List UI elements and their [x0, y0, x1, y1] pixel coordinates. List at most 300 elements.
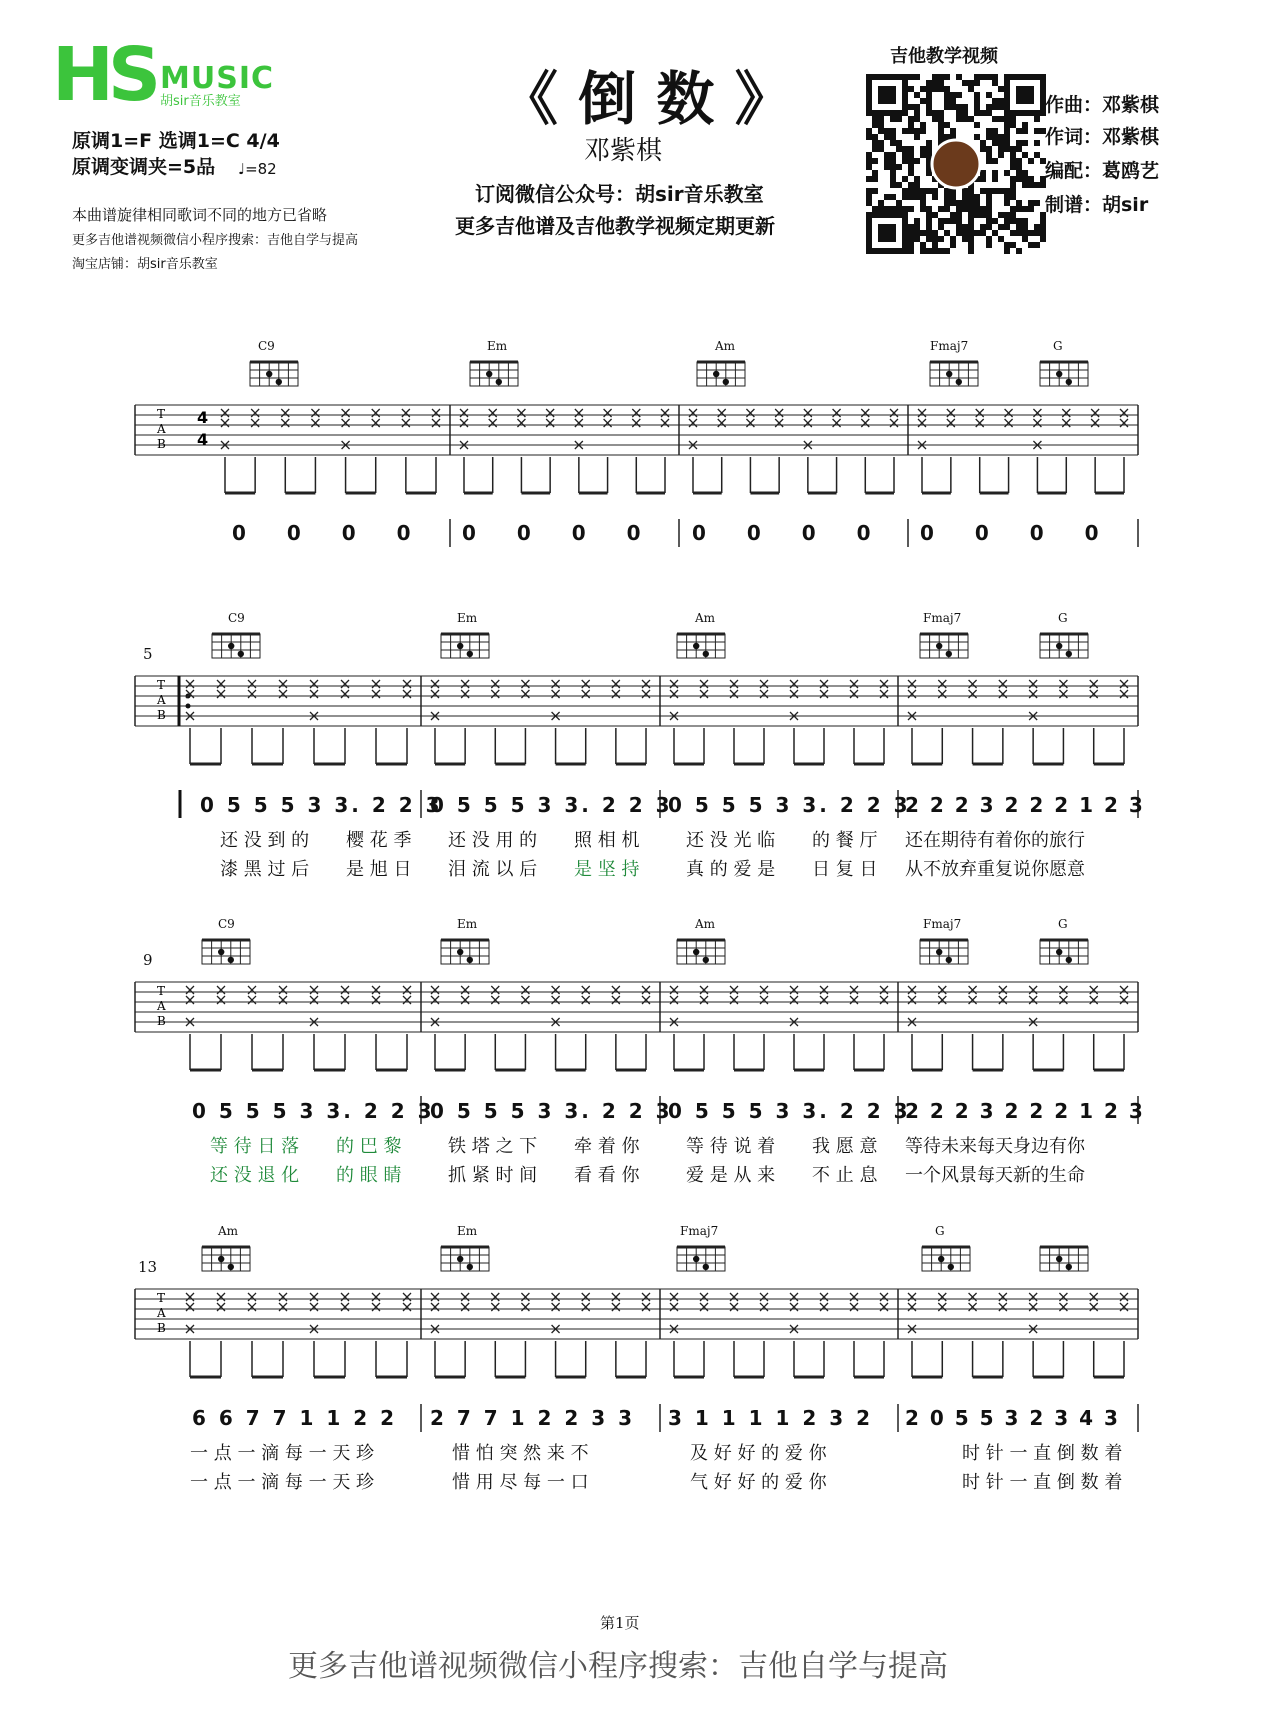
- strum-mark: [552, 680, 560, 688]
- strum-mark: [341, 986, 349, 994]
- strum-mark: [689, 419, 697, 427]
- strum-mark: [790, 986, 798, 994]
- strum-mark: [760, 1303, 768, 1311]
- strum-mark: [689, 409, 697, 417]
- strum-mark: [1120, 986, 1128, 994]
- strum-mark: [342, 419, 350, 427]
- lyric: 惜 用 尽 每 一 口: [452, 1472, 589, 1493]
- strum-mark: [521, 1293, 529, 1301]
- chord-name: Em: [457, 917, 478, 931]
- chord-dot: [946, 651, 952, 657]
- strum-mark: [217, 986, 225, 994]
- strum-mark: [372, 409, 380, 417]
- chord-diagram: [677, 634, 725, 658]
- strum-mark: [341, 690, 349, 698]
- qr-label: 吉他教学视频: [890, 46, 998, 67]
- credit-lyricist: 作词：邓紫棋: [1045, 126, 1160, 148]
- chord-dot: [936, 949, 942, 955]
- lyric: 还在期待有着你的旅行: [905, 830, 1085, 851]
- chord-dot: [218, 949, 224, 955]
- chord-dot: [703, 651, 709, 657]
- chord-name: C9: [218, 917, 235, 931]
- strum-mark: [718, 419, 726, 427]
- chord-diagram: [677, 940, 725, 964]
- strum-mark: [217, 1303, 225, 1311]
- lyric: 时 针 一 直 倒 数 着: [962, 1472, 1123, 1493]
- strum-mark: [642, 690, 650, 698]
- strum-mark: [311, 419, 319, 427]
- chord-name: C9: [228, 611, 245, 625]
- strum-mark: [491, 986, 499, 994]
- strum-mark: [1091, 419, 1099, 427]
- strum-mark: [760, 680, 768, 688]
- strum-mark: [582, 1293, 590, 1301]
- strum-mark: [820, 1293, 828, 1301]
- strum-mark: [908, 986, 916, 994]
- chord-diagram: [1040, 634, 1088, 658]
- key-info: 原调1=F 选调1=C 4/4: [72, 130, 280, 152]
- strum-mark: [976, 419, 984, 427]
- strum-mark: [431, 996, 439, 1004]
- tab-clef-letter: A: [157, 422, 166, 436]
- strum-mark: [820, 1303, 828, 1311]
- lyric: 一 点 一 滴 每 一 天 珍: [190, 1472, 375, 1493]
- strum-mark: [612, 680, 620, 688]
- capo-info: 原调变调夹=5品: [72, 156, 216, 178]
- strum-mark: [279, 1293, 287, 1301]
- strum-mark: [1090, 1303, 1098, 1311]
- measure-number: 13: [138, 1258, 158, 1276]
- note-omitted: 本曲谱旋律相同歌词不同的地方已省略: [72, 206, 328, 224]
- strum-mark: [718, 409, 726, 417]
- strum-mark: [248, 986, 256, 994]
- lyric: 我 愿 意: [812, 1136, 878, 1157]
- strum-mark: [850, 986, 858, 994]
- chord-dot: [467, 651, 473, 657]
- strum-mark: [248, 996, 256, 1004]
- tab-clef-letter: T: [157, 1291, 166, 1305]
- chord-dot: [457, 1256, 463, 1262]
- strum-mark: [1062, 409, 1070, 417]
- time-signature: 4: [197, 408, 209, 427]
- strum-mark: [969, 680, 977, 688]
- chord-diagram: [920, 634, 968, 658]
- strum-mark: [790, 690, 798, 698]
- strum-mark: [880, 996, 888, 1004]
- tempo: ♩=82: [238, 160, 277, 178]
- numbered-notes: 0 5 5 5 3 3. 2 2 3: [430, 1099, 673, 1123]
- tab-clef-letter: B: [157, 708, 166, 722]
- chord-diagram: [470, 362, 518, 386]
- strum-mark: [403, 690, 411, 698]
- chord-dot: [266, 371, 272, 377]
- chord-name: Am: [715, 339, 736, 353]
- strum-mark: [908, 1293, 916, 1301]
- chord-dot: [457, 949, 463, 955]
- lyric: 等 待 说 着: [686, 1136, 776, 1157]
- strum-mark: [612, 1303, 620, 1311]
- chord-name: Am: [218, 1224, 239, 1238]
- chord-dot: [228, 643, 234, 649]
- strum-mark: [938, 1303, 946, 1311]
- chord-name: Em: [487, 339, 508, 353]
- strum-mark: [969, 1303, 977, 1311]
- strum-mark: [341, 1303, 349, 1311]
- strum-mark: [670, 986, 678, 994]
- lyric: 一个风景每天新的生命: [905, 1165, 1085, 1186]
- strum-mark: [999, 996, 1007, 1004]
- credit-composer: 作曲：邓紫棋: [1045, 94, 1160, 116]
- strum-mark: [431, 690, 439, 698]
- strum-mark: [1059, 986, 1067, 994]
- chord-diagram: [250, 362, 298, 386]
- lyric: 从不放弃重复说你愿意: [905, 859, 1085, 880]
- strum-mark: [461, 996, 469, 1004]
- chord-dot: [228, 957, 234, 963]
- strum-mark: [890, 409, 898, 417]
- strum-mark: [820, 996, 828, 1004]
- strum-mark: [460, 419, 468, 427]
- lyric: 照 相 机: [574, 830, 640, 851]
- chord-dot: [218, 1256, 224, 1262]
- strum-mark: [221, 409, 229, 417]
- tab-clef-letter: B: [157, 1014, 166, 1028]
- strum-mark: [461, 690, 469, 698]
- strum-mark: [1059, 1303, 1067, 1311]
- chord-name: Fmaj7: [923, 611, 962, 625]
- strum-mark: [612, 1293, 620, 1301]
- chord-diagram: [441, 1247, 489, 1271]
- measure-number: 9: [143, 951, 153, 969]
- lyric: 抓 紧 时 间: [448, 1165, 538, 1186]
- strum-mark: [342, 409, 350, 417]
- strum-mark: [1120, 1303, 1128, 1311]
- chord-dot: [693, 1256, 699, 1262]
- strum-mark: [730, 1293, 738, 1301]
- strum-mark: [642, 1303, 650, 1311]
- strum-mark: [880, 1303, 888, 1311]
- chord-name: Fmaj7: [930, 339, 969, 353]
- strum-mark: [1120, 409, 1128, 417]
- strum-mark: [1090, 986, 1098, 994]
- numbered-notes: 3 1 1 1 1 2 3 2: [668, 1406, 874, 1430]
- chord-dot: [703, 1264, 709, 1270]
- numbered-notes: 0 5 5 5 3 3. 2 2 3: [192, 1099, 435, 1123]
- strum-mark: [279, 996, 287, 1004]
- tab-clef-letter: T: [157, 984, 166, 998]
- note-miniprogram: 更多吉他谱视频微信小程序搜索：吉他自学与提高: [72, 233, 359, 248]
- strum-mark: [850, 996, 858, 1004]
- strum-mark: [461, 1293, 469, 1301]
- strum-mark: [341, 996, 349, 1004]
- subscribe-line: 订阅微信公众号：胡sir音乐教室: [475, 182, 764, 206]
- strum-mark: [918, 419, 926, 427]
- footer-banner: 更多吉他谱视频微信小程序搜索：吉他自学与提高: [288, 1649, 948, 1684]
- strum-mark: [279, 690, 287, 698]
- strum-mark: [403, 1293, 411, 1301]
- numbered-notes: 0 5 5 5 3 3. 2 2 3: [430, 793, 673, 817]
- strum-mark: [1120, 1293, 1128, 1301]
- strum-mark: [1090, 1293, 1098, 1301]
- chord-diagram: [202, 1247, 250, 1271]
- strum-mark: [632, 409, 640, 417]
- strum-mark: [820, 690, 828, 698]
- chord-dot: [946, 957, 952, 963]
- lyric: 泪 流 以 后: [448, 859, 538, 880]
- strum-mark: [999, 680, 1007, 688]
- strum-mark: [248, 1303, 256, 1311]
- chord-dot: [1056, 371, 1062, 377]
- strum-mark: [582, 1303, 590, 1311]
- lyric: 等 待 日 落: [210, 1136, 300, 1157]
- strum-mark: [403, 680, 411, 688]
- strum-mark: [969, 1293, 977, 1301]
- chord-dot: [956, 379, 962, 385]
- strum-mark: [217, 996, 225, 1004]
- tab-clef-letter: T: [157, 678, 166, 692]
- strum-mark: [491, 1293, 499, 1301]
- strum-mark: [908, 996, 916, 1004]
- strum-mark: [1029, 1303, 1037, 1311]
- strum-mark: [820, 680, 828, 688]
- lyric: 的 餐 厅: [812, 830, 878, 851]
- strum-mark: [612, 690, 620, 698]
- chord-diagram: [441, 940, 489, 964]
- strum-mark: [248, 680, 256, 688]
- strum-mark: [251, 419, 259, 427]
- strum-mark: [820, 986, 828, 994]
- chord-dot: [467, 957, 473, 963]
- chord-name: Em: [457, 1224, 478, 1238]
- strum-mark: [938, 690, 946, 698]
- numbered-notes: 0 0 0 0: [920, 521, 1116, 545]
- strum-mark: [460, 409, 468, 417]
- chord-dot: [276, 379, 282, 385]
- chord-name: Fmaj7: [923, 917, 962, 931]
- strum-mark: [310, 690, 318, 698]
- strum-mark: [1029, 996, 1037, 1004]
- lyric: 不 止 息: [812, 1165, 878, 1186]
- lyric: 的 眼 睛: [336, 1165, 402, 1186]
- strum-mark: [661, 419, 669, 427]
- strum-mark: [700, 1293, 708, 1301]
- strum-mark: [279, 1303, 287, 1311]
- chord-dot: [228, 1264, 234, 1270]
- tab-clef-letter: A: [157, 999, 166, 1013]
- time-signature: 4: [197, 430, 209, 449]
- strum-mark: [341, 680, 349, 688]
- strum-mark: [730, 996, 738, 1004]
- strum-mark: [850, 1293, 858, 1301]
- strum-mark: [186, 996, 194, 1004]
- tab-clef-letter: B: [157, 437, 166, 451]
- chord-dot: [938, 1256, 944, 1262]
- chord-dot: [1056, 643, 1062, 649]
- strum-mark: [861, 409, 869, 417]
- strum-mark: [632, 419, 640, 427]
- strum-mark: [431, 986, 439, 994]
- strum-mark: [760, 996, 768, 1004]
- strum-mark: [1029, 1293, 1037, 1301]
- strum-mark: [311, 409, 319, 417]
- strum-mark: [310, 680, 318, 688]
- numbered-notes: 0 5 5 5 3 3. 2 2 3: [668, 1099, 911, 1123]
- strum-mark: [1090, 996, 1098, 1004]
- strum-mark: [372, 680, 380, 688]
- song-title: 《 倒 数 》: [500, 65, 793, 133]
- chord-dot: [467, 1264, 473, 1270]
- strum-mark: [552, 1303, 560, 1311]
- strum-mark: [1029, 986, 1037, 994]
- chord-diagram: [202, 940, 250, 964]
- strum-mark: [517, 419, 525, 427]
- strum-mark: [938, 1293, 946, 1301]
- numbered-notes: 2 7 7 1 2 2 3 3: [430, 1406, 636, 1430]
- chord-dot: [1066, 1264, 1072, 1270]
- strum-mark: [976, 409, 984, 417]
- credit-transcriber: 制谱：胡sir: [1045, 194, 1149, 216]
- chord-dot: [238, 651, 244, 657]
- chord-name: Am: [695, 611, 716, 625]
- strum-mark: [310, 996, 318, 1004]
- strum-mark: [908, 1303, 916, 1311]
- chord-dot: [948, 1264, 954, 1270]
- lyric: 铁 塔 之 下: [448, 1136, 538, 1157]
- strum-mark: [938, 680, 946, 688]
- strum-mark: [670, 690, 678, 698]
- strum-mark: [880, 680, 888, 688]
- strum-mark: [217, 690, 225, 698]
- chord-diagram: [1040, 940, 1088, 964]
- strum-mark: [746, 409, 754, 417]
- strum-mark: [1029, 690, 1037, 698]
- chord-dot: [693, 643, 699, 649]
- chord-diagram: [920, 940, 968, 964]
- chord-dot: [496, 379, 502, 385]
- chord-name: G: [1058, 917, 1068, 931]
- strum-mark: [582, 986, 590, 994]
- strum-mark: [700, 986, 708, 994]
- tab-clef-letter: A: [157, 693, 166, 707]
- strum-mark: [730, 690, 738, 698]
- strum-mark: [489, 419, 497, 427]
- tab-clef-letter: B: [157, 1321, 166, 1335]
- strum-mark: [372, 986, 380, 994]
- strum-mark: [1120, 419, 1128, 427]
- lyric: 及 好 好 的 爱 你: [690, 1443, 827, 1464]
- strum-mark: [969, 986, 977, 994]
- numbered-notes: 0 5 5 5 3 3. 2 2 3: [668, 793, 911, 817]
- strum-mark: [661, 409, 669, 417]
- strum-mark: [1059, 690, 1067, 698]
- strum-mark: [221, 419, 229, 427]
- strum-mark: [604, 419, 612, 427]
- strum-mark: [804, 409, 812, 417]
- strum-mark: [372, 690, 380, 698]
- strum-mark: [461, 986, 469, 994]
- strum-mark: [279, 986, 287, 994]
- strum-mark: [670, 1293, 678, 1301]
- strum-mark: [521, 1303, 529, 1311]
- strum-mark: [642, 996, 650, 1004]
- strum-mark: [461, 680, 469, 688]
- strum-mark: [670, 1303, 678, 1311]
- chord-dot: [1066, 379, 1072, 385]
- strum-mark: [730, 986, 738, 994]
- strum-mark: [775, 409, 783, 417]
- strum-mark: [341, 1293, 349, 1301]
- strum-mark: [489, 409, 497, 417]
- strum-mark: [575, 419, 583, 427]
- lyric: 是 坚 持: [574, 859, 640, 880]
- lyric: 气 好 好 的 爱 你: [690, 1472, 827, 1493]
- lyric: 还 没 到 的: [220, 830, 310, 851]
- strum-mark: [833, 409, 841, 417]
- chord-name: G: [935, 1224, 945, 1238]
- strum-mark: [251, 409, 259, 417]
- chord-diagram: [697, 362, 745, 386]
- chord-dot: [713, 371, 719, 377]
- lyric: 惜 怕 突 然 来 不: [452, 1443, 589, 1464]
- repeat-dot: [186, 704, 191, 709]
- strum-mark: [431, 1293, 439, 1301]
- strum-mark: [546, 409, 554, 417]
- strum-mark: [186, 1293, 194, 1301]
- strum-mark: [248, 1293, 256, 1301]
- strum-mark: [372, 1293, 380, 1301]
- lyric: 一 点 一 滴 每 一 天 珍: [190, 1443, 375, 1464]
- strum-mark: [700, 680, 708, 688]
- chord-dot: [1056, 1256, 1062, 1262]
- numbered-notes: 0 0 0 0: [232, 521, 428, 545]
- strum-mark: [403, 1303, 411, 1311]
- numbered-notes: 0 0 0 0: [692, 521, 888, 545]
- strum-mark: [760, 986, 768, 994]
- strum-mark: [604, 409, 612, 417]
- strum-mark: [491, 680, 499, 688]
- strum-mark: [217, 1293, 225, 1301]
- lyric: 还 没 退 化: [210, 1165, 300, 1186]
- strum-mark: [861, 419, 869, 427]
- strum-mark: [700, 690, 708, 698]
- strum-mark: [281, 419, 289, 427]
- strum-mark: [938, 996, 946, 1004]
- lyric: 真 的 爱 是: [686, 859, 776, 880]
- strum-mark: [880, 1293, 888, 1301]
- strum-mark: [1033, 419, 1041, 427]
- chord-dot: [723, 379, 729, 385]
- chord-dot: [1056, 949, 1062, 955]
- strum-mark: [612, 996, 620, 1004]
- strum-mark: [790, 1293, 798, 1301]
- numbered-notes: 6 6 7 7 1 1 2 2: [192, 1406, 398, 1430]
- strum-mark: [310, 1293, 318, 1301]
- measure-number: 5: [143, 645, 153, 663]
- strum-mark: [372, 419, 380, 427]
- strum-mark: [850, 690, 858, 698]
- song-artist: 邓紫棋: [584, 136, 663, 166]
- strum-mark: [1029, 680, 1037, 688]
- strum-mark: [612, 986, 620, 994]
- strum-mark: [999, 690, 1007, 698]
- numbered-notes: 2 0 5 5 3 2 3 4 3: [905, 1406, 1120, 1430]
- strum-mark: [402, 419, 410, 427]
- strum-mark: [517, 409, 525, 417]
- strum-mark: [804, 419, 812, 427]
- strum-mark: [432, 409, 440, 417]
- strum-mark: [279, 680, 287, 688]
- strum-mark: [431, 680, 439, 688]
